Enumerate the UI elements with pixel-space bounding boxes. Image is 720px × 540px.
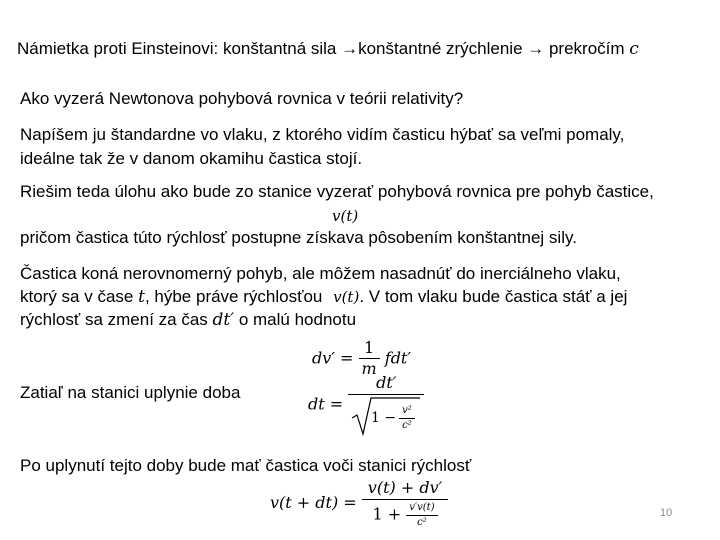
paragraph-final-velocity: Po uplynutí tejto doby bude mať častica voči stanici rýchlosť: [20, 456, 472, 475]
square-root-icon: 1 − $\frac{\text{v²}}{\text{c²}}$: [351, 396, 421, 436]
fraction-time-dilation: dt′ 1 − $\frac{\text{v²}}{\text{c²}}$: [348, 374, 424, 436]
velocity-symbol-inline: v(t): [333, 288, 360, 306]
paragraph-question: Ako vyzerá Newtonova pohybová rovnica v teórii relativity?: [20, 89, 464, 108]
time-symbol: t: [138, 287, 145, 307]
equation-dv-prime: dv′ = $\frac{1}{m}$ fdt′: [312, 338, 411, 379]
paragraph-station-line1: Riešim teda úlohu ako bude zo stanice vyzerať pohybová rovnica pre pohyb častice,: [20, 182, 654, 201]
paragraph-station-time: Zatiaľ na stanici uplynie doba: [20, 383, 241, 402]
fraction-velocity-addition: v(t) + dv′ 1 + $\frac{v'v(t)}{\text{c²}}$: [362, 479, 448, 528]
fraction-one-over-m: $\frac{1}{m}$: [359, 339, 380, 379]
title-text: Námietka proti Einsteinovi: konštantná sila →konštantné zrýchlenie → prekročím: [17, 39, 625, 58]
page-number: 10: [660, 507, 673, 519]
dt-prime-symbol: dt′: [212, 310, 235, 330]
slide-title: [17, 38, 639, 60]
paragraph-train-line2: ideálne tak že v danom okamihu častica stojí.: [20, 149, 363, 168]
paragraph-train-line1: Napíšem ju štandardne vo vlaku, z ktorého vidím časticu hýbať sa veľmi pomaly,: [20, 125, 625, 144]
paragraph-station-line2: pričom častica túto rýchlosť postupne získava pôsobením konštantnej sily.: [20, 228, 577, 247]
paragraph-motion-line3: rýchlosť sa zmení za čas dt′ o malú hodnotu: [20, 310, 357, 330]
equation-velocity-addition: v(t + dt) = v(t) + dv′ 1 + $\frac{v'v(t)}{\text{c²}}$: [270, 479, 448, 528]
title-symbol: c: [629, 39, 639, 59]
velocity-symbol: v(t): [332, 207, 359, 225]
paragraph-motion-line2: ktorý sa v čase t, hýbe práve rýchlosťou v(t). V tom vlaku bude častica stáť a jej: [20, 287, 628, 307]
equation-dt: dt = dt′ 1 − $\frac{\text{v²}}{\text{c²}}$: [308, 374, 424, 436]
paragraph-motion-line1: Častica koná nerovnomerný pohyb, ale môžem nasadnúť do inerciálneho vlaku,: [20, 264, 621, 283]
